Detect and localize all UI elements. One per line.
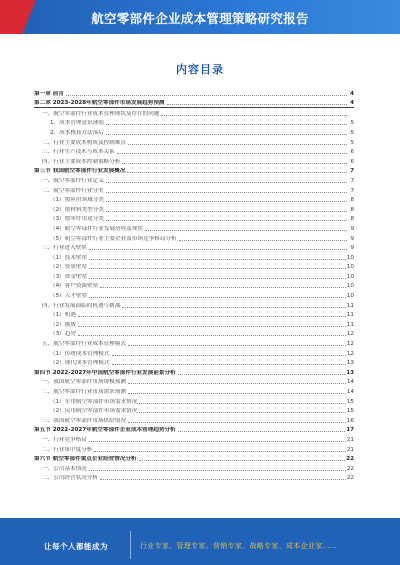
footer-tagline: 行业专家、管理专家、营销专家、战略专家、成本企业家…… <box>140 542 338 550</box>
toc-entry[interactable] <box>34 406 354 416</box>
toc-entry[interactable] <box>34 338 354 348</box>
toc-entry[interactable] <box>34 281 354 291</box>
toc-entry-page: 6 <box>350 149 354 156</box>
toc-entry-page: 12 <box>346 341 354 348</box>
toc-entry-page: 21 <box>346 446 354 453</box>
toc-entry-page: 9 <box>350 235 354 242</box>
toc-entry-text: 二、行业集中度分析 <box>42 446 93 453</box>
toc-entry-text: （5）人才壁垒 <box>50 293 88 300</box>
toc-entry-page: 13 <box>346 369 354 376</box>
toc-entry-text: （3）按零件用途分类 <box>50 216 104 223</box>
toc-leader-dots <box>139 412 345 413</box>
toc-entry-page: 12 <box>346 350 354 357</box>
footer-slogan: 让每个人都能成为 <box>44 542 108 551</box>
toc-leader-dots <box>178 374 346 375</box>
toc-entry-text: 二、航空零部件行业市场需求预测 <box>42 389 126 395</box>
toc-entry[interactable] <box>34 396 354 406</box>
toc-entry-text: 一、行业竞争格局 <box>42 436 87 443</box>
toc-entry-page: 15 <box>346 408 354 415</box>
footer-divider <box>130 531 131 559</box>
report-title: 航空零部件企业成本管理策略研究报告 <box>91 11 309 26</box>
toc-entry[interactable] <box>34 348 354 358</box>
toc-leader-dots <box>89 268 346 269</box>
toc-entry-text: 第一章 前言 <box>34 90 64 97</box>
toc-entry[interactable] <box>34 310 354 320</box>
toc-entry[interactable] <box>34 463 354 473</box>
toc-entry-page: 15 <box>346 398 354 405</box>
toc-entry-page: 11 <box>346 302 354 309</box>
toc-leader-dots <box>89 297 346 298</box>
toc-entry[interactable] <box>34 156 354 166</box>
toc-entry-text: （2）民用航空零部件市场需求情况 <box>50 408 138 415</box>
toc-entry-text: （1）机遇 <box>50 312 76 319</box>
toc-leader-dots <box>128 422 346 423</box>
toc-entry-text: （1）军用航空零部件市场需求情况 <box>50 398 138 405</box>
toc-leader-dots <box>127 172 347 173</box>
toc-entry-text: （3）资金壁垒 <box>50 273 88 280</box>
toc-entry-text: （1）按应用领域分类 <box>50 197 104 204</box>
toc-entry[interactable] <box>34 262 354 272</box>
toc-leader-dots <box>106 192 347 193</box>
toc-entry-text: 2、成本核算方法落后 <box>50 129 104 136</box>
toc-leader-dots <box>106 220 347 221</box>
toc-entry[interactable] <box>34 271 354 281</box>
toc-entry-page: 5 <box>350 129 354 136</box>
toc-leader-dots <box>89 441 346 442</box>
toc-entry-page: 22 <box>346 475 354 482</box>
toc-entry-page: 21 <box>346 436 354 443</box>
toc-entry[interactable] <box>34 434 354 444</box>
toc-entry[interactable] <box>34 204 354 214</box>
toc-entry-page: 9 <box>350 225 354 232</box>
toc-leader-dots <box>89 470 346 471</box>
toc-leader-dots <box>179 240 347 241</box>
toc-entry-page: 11 <box>346 312 354 319</box>
toc-entry-page: 10 <box>346 293 354 300</box>
toc-entry[interactable] <box>34 290 354 300</box>
toc-entry[interactable] <box>34 377 354 387</box>
toc-leader-dots <box>100 287 346 288</box>
toc-entry[interactable] <box>34 358 354 368</box>
toc-entry-text: 一、公司基本情况 <box>42 465 87 472</box>
toc-entry[interactable] <box>34 137 354 147</box>
toc-leader-dots <box>139 403 345 404</box>
toc-leader-dots <box>89 278 346 279</box>
toc-entry-page: 8 <box>350 197 354 204</box>
toc-leader-dots <box>128 345 346 346</box>
toc-entry-text: 五、航空零部件行业成本管理模式 <box>42 341 126 348</box>
toc-entry-text: 四、行业主要成本控制策略分析 <box>42 158 121 165</box>
toc-leader-dots <box>122 307 346 308</box>
toc-leader-dots <box>66 95 347 96</box>
toc-leader-dots <box>106 124 347 125</box>
toc-leader-dots <box>100 479 346 480</box>
toc-entry[interactable] <box>34 300 354 310</box>
toc-entry-text: 一、我国航空零部件市场规模预测 <box>42 379 126 386</box>
toc-leader-dots <box>78 335 346 336</box>
toc-entry-text: 三、行业生产技术与成本关系 <box>42 149 115 156</box>
toc-entry[interactable] <box>34 425 354 435</box>
toc-entry[interactable] <box>34 185 354 195</box>
toc-entry-page: 10 <box>346 264 354 271</box>
toc-entry[interactable] <box>34 223 354 233</box>
toc-leader-dots <box>139 460 346 461</box>
toc-entry-text: （2）按材料类型分类 <box>50 206 104 213</box>
toc-leader-dots <box>128 144 347 145</box>
toc-entry[interactable] <box>34 127 354 137</box>
toc-entry-page: 22 <box>346 465 354 472</box>
toc-entry[interactable] <box>34 252 354 262</box>
toc-entry[interactable] <box>34 108 354 118</box>
toc-entry-page: 10 <box>346 283 354 290</box>
toc-leader-dots <box>112 364 346 365</box>
toc-leader-dots <box>106 134 347 135</box>
toc-entry-page: 7 <box>350 187 354 194</box>
toc-entry[interactable] <box>34 386 354 396</box>
toc-leader-dots <box>122 163 347 164</box>
toc-leader-dots <box>78 326 346 327</box>
toc-entry-text: （3）趋势 <box>50 331 76 338</box>
toc-leader-dots <box>178 431 346 432</box>
toc-entry-page: 5 <box>350 120 354 127</box>
toc-entry-page: 17 <box>346 427 354 434</box>
toc-entry[interactable] <box>34 88 354 98</box>
toc-entry[interactable] <box>34 195 354 205</box>
toc-entry[interactable] <box>34 415 354 425</box>
toc-entry[interactable] <box>34 444 354 454</box>
toc-entry[interactable] <box>34 166 354 176</box>
toc-entry-text: 四、行业发展面临的机遇与挑战 <box>42 302 121 309</box>
toc-leader-dots <box>117 153 347 154</box>
toc-leader-dots <box>106 182 347 183</box>
toc-title: 内容目录 <box>176 63 224 76</box>
toc-leader-dots <box>112 355 346 356</box>
toc-entry[interactable] <box>34 175 354 185</box>
toc-leader-dots <box>145 230 347 231</box>
toc-entry[interactable] <box>34 118 354 128</box>
toc-leader-dots <box>161 115 347 116</box>
toc-entry-text: 二、公司经营状况分析 <box>42 475 98 482</box>
toc-entry[interactable] <box>34 147 354 157</box>
toc-entry-text: 一、航空零部件行业定义 <box>42 177 104 184</box>
toc-entry-page: 11 <box>346 321 354 328</box>
toc-entry-page: 22 <box>346 456 354 463</box>
toc-entry-text: 三、我国航空零部件市场供给情况 <box>42 417 126 424</box>
toc-entry-text: （4）航空零部件行业发展历程及现状 <box>50 225 144 232</box>
toc-entry-text: 三、行业进入壁垒 <box>42 245 87 252</box>
toc-entry-text: （1）传统成本管理模式 <box>50 350 110 357</box>
toc-entry-text: 1、成本管理意识薄弱 <box>50 120 104 127</box>
table-of-contents <box>34 88 354 482</box>
toc-entry-page: 4 <box>350 100 354 107</box>
toc-entry[interactable] <box>34 367 354 377</box>
toc-entry[interactable] <box>34 214 354 224</box>
toc-entry-text: 第三节 我国航空零部件行业发展概况 <box>34 168 126 175</box>
toc-entry[interactable] <box>34 233 354 243</box>
toc-entry-text: 第四节 2022-2027年中国航空零部件行业发展前景分析 <box>34 369 176 376</box>
toc-leader-dots <box>94 451 346 452</box>
toc-leader-dots <box>167 104 347 105</box>
toc-entry-page: 14 <box>346 389 354 395</box>
toc-leader-dots <box>128 383 346 384</box>
toc-entry-text: 第五节 2022-2027年航空零部件企业成本管理趋势分析 <box>34 427 176 434</box>
toc-entry[interactable] <box>34 98 354 109</box>
toc-entry-page: 14 <box>346 379 354 386</box>
toc-leader-dots <box>89 259 346 260</box>
toc-entry-text: （2）现代成本管理模式 <box>50 360 110 367</box>
toc-entry-page: 10 <box>346 273 354 280</box>
toc-leader-dots <box>89 249 347 250</box>
toc-entry-page: 8 <box>350 216 354 223</box>
toc-entry-text: 第二章 2023-2028年航空零部件市场发展趋势预测 <box>34 100 165 107</box>
toc-entry-text: （2）挑战 <box>50 321 76 328</box>
toc-leader-dots <box>78 316 346 317</box>
toc-entry[interactable] <box>34 329 354 339</box>
toc-entry[interactable] <box>34 243 354 253</box>
toc-leader-dots <box>106 201 347 202</box>
toc-entry-page: 16 <box>346 417 354 424</box>
toc-entry-text: 二、行业主要成本构成及控制难点 <box>42 139 126 146</box>
toc-entry[interactable] <box>34 454 354 464</box>
toc-entry[interactable] <box>34 319 354 329</box>
toc-entry-page: 7 <box>350 168 354 175</box>
toc-leader-dots <box>128 393 346 394</box>
toc-entry-page: 12 <box>346 331 354 338</box>
toc-entry-page: 13 <box>346 360 354 367</box>
toc-entry-text: 二、航空零部件行业分类 <box>42 187 104 194</box>
toc-leader-dots <box>106 211 347 212</box>
toc-entry-text: 第六节 航空零部件重点企业经营情况分析 <box>34 456 137 463</box>
toc-entry-page: 6 <box>350 158 354 165</box>
toc-entry-page: 4 <box>350 90 354 97</box>
toc-entry-text: （2）资质壁垒 <box>50 264 88 271</box>
toc-entry-text: （1）技术壁垒 <box>50 254 88 261</box>
toc-entry-text: （5）航空零部件行业主要企业及市场竞争格局分析 <box>50 235 177 242</box>
toc-entry[interactable] <box>34 473 354 483</box>
toc-entry-page: 9 <box>350 245 354 252</box>
toc-entry-page: 8 <box>350 206 354 213</box>
toc-entry-page: 5 <box>350 139 354 146</box>
toc-entry-text: 一、航空零部件行业成本管理现状及存在的问题 <box>42 110 160 117</box>
toc-entry-page: 7 <box>350 177 354 184</box>
toc-entry-page: 10 <box>346 254 354 261</box>
toc-entry-text: （4）客户资源壁垒 <box>50 283 99 290</box>
